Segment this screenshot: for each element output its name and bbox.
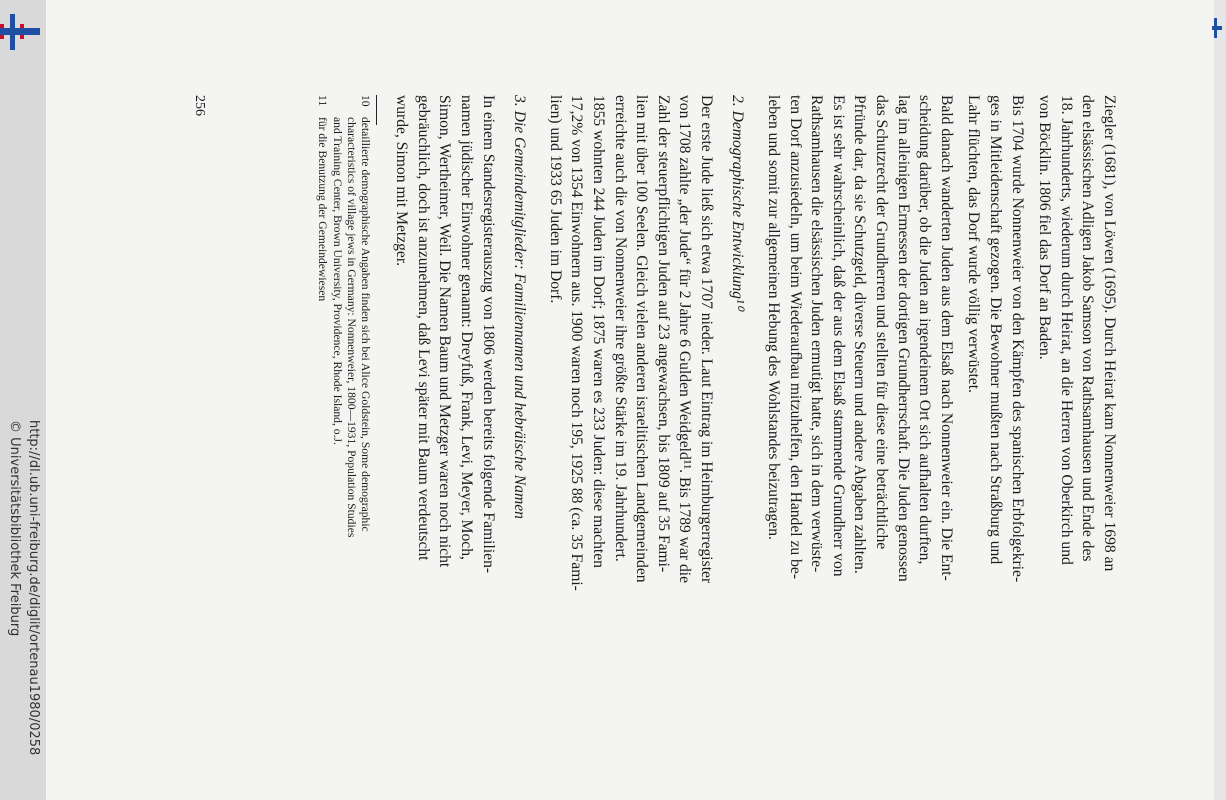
text-line: von 1708 zahlte „der Jude“ für 2 Jahre 6 Gulden Weidgeld¹¹. Bis 1789 war die <box>676 95 694 584</box>
text-line: wurde, Simon mit Metzger. <box>393 95 411 267</box>
text-line: Bis 1704 wurde Nonnenweier von den Kämpfen des spanischen Erbfolgekrie- <box>1008 95 1026 583</box>
footnote-line: für die Benutzung der Gemeindewiesen <box>315 117 329 302</box>
text-line: 18. Jahrhunderts, wiederum durch Heirat, an die Herren von Oberkirch und <box>1057 95 1075 565</box>
stamp-copyright: © Universitätsbibliothek Freiburg <box>7 420 22 637</box>
footnote-10 <box>330 95 372 785</box>
text-line: Lahr flüchten, das Dorf wurde völlig verwüstet. <box>965 95 983 393</box>
text-line: In einem Standesregisterauszug von 1806 werden bereits folgende Familien- <box>479 95 497 574</box>
text-line: erreichte auch die von Nonnenweier ihre größte Stärke im 19. Jahrhundert. <box>611 95 629 562</box>
paragraph-2 <box>963 95 1028 785</box>
footnote-number: 11 <box>315 95 329 107</box>
text-line: Rathsamhausen die elsässischen Juden ermutigt hatte, sich in dem verwüste- <box>808 95 826 573</box>
text-line: scheidung darüber, ob die Juden an irgendeinem Ort sich aufhalten durften, <box>916 95 934 565</box>
text-line: Pfründe dar, da sie Schutzgeld, diverse Steuern und andere Abgaben zahlten. <box>851 95 869 574</box>
section-heading-3: 3. Die Gemeindemitglieder: Familiennamen und hebräische Namen <box>511 95 529 519</box>
text-line: Ziegler (1681), von Löwen (1695). Durch Heirat kam Nonnenweier 1698 an <box>1101 95 1118 572</box>
text-line: lien mit über 100 Seelen. Gleich vielen anderen israelitischen Landgemeinden <box>633 95 651 583</box>
footnote-rule <box>376 95 377 125</box>
section-heading-2: 2. Demographische Entwicklung¹⁰ <box>729 95 747 310</box>
text-line: 1855 wohnten 244 Juden im Dorf; 1875 waren es 233 Juden: diese machten <box>589 95 607 568</box>
page-number: 256 <box>192 95 207 116</box>
stamp-url: http://dl.ub.uni-freiburg.de/diglit/ortenau1980/0258 <box>26 420 41 756</box>
paragraph-3 <box>763 95 957 785</box>
text-line: namen jüdischer Einwohner genannt: Dreyfuß, Frank, Levi, Meyer, Moch, <box>457 95 475 560</box>
text-line: lag im alleinigen Ermessen der dortigen Grundherrschaft. Die Juden genossen <box>894 95 912 582</box>
text-line: lien) und 1933 65 Juden im Dorf. <box>546 95 564 304</box>
paragraph-1 <box>1034 95 1120 785</box>
library-logo-icon <box>0 14 40 50</box>
paragraph-4 <box>544 95 717 785</box>
text-line: Zahl der steuerpflichtigen Juden auf 23 angewachsen, bis 1809 auf 35 Fami- <box>654 95 672 573</box>
paragraph-5 <box>391 95 499 785</box>
footnote-number: 10 <box>358 95 372 107</box>
text-line: ges in Mitleidenschaft gezogen. Die Bewohner mußten nach Straßburg und <box>987 95 1005 565</box>
viewer-right-margin <box>1214 0 1226 800</box>
library-logo-small-icon <box>1212 18 1222 38</box>
text-line: Der erste Jude ließ sich etwa 1707 nieder. Laut Eintrag im Heimburgerregister <box>697 95 715 584</box>
text-line: leben und somit zur allgemeinen Hebung des Wohlstandes beizutragen. <box>765 95 783 540</box>
text-line: ten Dorf anzusiedeln, um beim Wiederaufbau mitzuhelfen, den Handel zu be- <box>786 95 804 580</box>
footnote-line: detaillierte demographische Angaben finden sich bei Alice Goldstein, Some demographic <box>358 117 372 532</box>
text-line: den elsässischen Adligen Jakob Samson von Rathsamhausen und Ende des <box>1079 95 1097 562</box>
text-line: Es ist sehr wahrscheinlich, daß der aus dem Elsaß stammende Grundherr von <box>829 95 847 577</box>
text-line: 17,2% von 1354 Einwohnern aus. 1900 waren noch 195, 1925 88 (ca. 35 Fami- <box>568 95 586 591</box>
footnote-line: and Training Center, Brown University, Providence, Rhode Island, o.J. <box>330 117 344 445</box>
text-line: das Schutzrecht der Grundherren und stellten für diese eine beträchtliche <box>873 95 891 550</box>
digitization-stamp <box>5 420 43 800</box>
footnote-line: characteristics of village jews in Germany: Nonnenweier, 1800—1931, Population Studies <box>344 117 358 538</box>
footnote-11 <box>315 95 329 785</box>
text-line: Simon, Wertheimer, Weil. Die Namen Baum und Metzger waren noch nicht <box>436 95 454 568</box>
text-line: von Böcklin. 1806 fiel das Dorf an Baden. <box>1036 95 1054 360</box>
text-line: Bald danach wanderten Juden aus dem Elsaß nach Nonnenweier ein. Die Ent- <box>937 95 955 581</box>
page-text-block <box>120 95 1120 785</box>
text-line: gebräuchlich, doch ist anzunehmen, daß Levi später mit Baum verdeutscht <box>414 95 432 561</box>
